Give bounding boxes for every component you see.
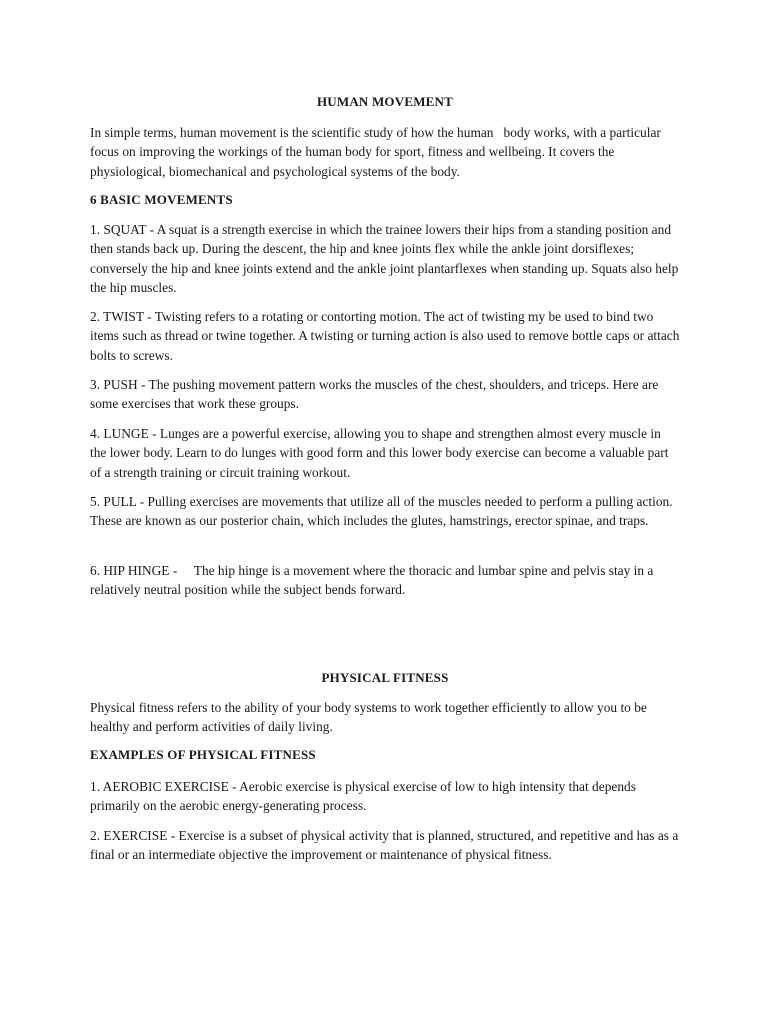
subheading-examples: EXAMPLES OF PHYSICAL FITNESS: [90, 747, 316, 762]
movement-item-pull: 5. PULL - Pulling exercises are movements that utilize all of the muscles needed to perform a pulling action. These are known as our posterior chain, which includes the glutes, hamstrings, erector spinae, and traps.: [90, 494, 673, 529]
physical-fitness-intro: Physical fitness refers to the ability of your body systems to work together efficiently to allow you to be healthy and perform activities of daily living.: [90, 700, 647, 735]
fitness-item-exercise: 2. EXERCISE - Exercise is a subset of physical activity that is planned, structured, and repetitive and has as a final or an intermediate objective the improvement or maintenance of physical fitness.: [90, 828, 679, 863]
section-title-physical-fitness: PHYSICAL FITNESS: [321, 670, 449, 685]
section-title-human-movement: HUMAN MOVEMENT: [316, 94, 454, 109]
human-movement-intro: In simple terms, human movement is the scientific study of how the human body works, with a particular focus on improving the workings of the human body for sport, fitness and wellbeing. It covers the physiological, biomechanical and psychological systems of the body.: [90, 125, 665, 179]
subheading-basic-movements: 6 BASIC MOVEMENTS: [90, 192, 233, 207]
movement-item-squat: 1. SQUAT - A squat is a strength exercise in which the trainee lowers their hips from a standing position and then stands back up. During the descent, the hip and knee joints flex while the ankle joint dorsiflexes; conversely the hip and knee joints extend and the ankle joint plantarflexes when standing up. Squats also help the hip muscles.: [90, 222, 679, 296]
movement-item-push: 3. PUSH - The pushing movement pattern works the muscles of the chest, shoulders, and triceps. Here are some exercises that work these groups.: [90, 377, 659, 412]
fitness-item-aerobic: 1. AEROBIC EXERCISE - Aerobic exercise is physical exercise of low to high intensity that depends primarily on the aerobic energy-generating process.: [90, 779, 636, 814]
movement-item-lunge: 4. LUNGE - Lunges are a powerful exercise, allowing you to shape and strengthen almost every muscle in the lower body. Learn to do lunges with good form and this lower body exercise can become a valuable part of a strength training or circuit training workout.: [90, 426, 669, 480]
movement-item-hip-hinge: 6. HIP HINGE - The hip hinge is a movement where the thoracic and lumbar spine and pelvis stay in a relatively neutral position while the subject bends forward.: [90, 563, 657, 598]
movement-item-twist: 2. TWIST - Twisting refers to a rotating or contorting motion. The act of twisting my be used to bind two items such as thread or twine together. A twisting or turning action is also used to remove bottle caps or attach bolts to screws.: [90, 309, 680, 363]
